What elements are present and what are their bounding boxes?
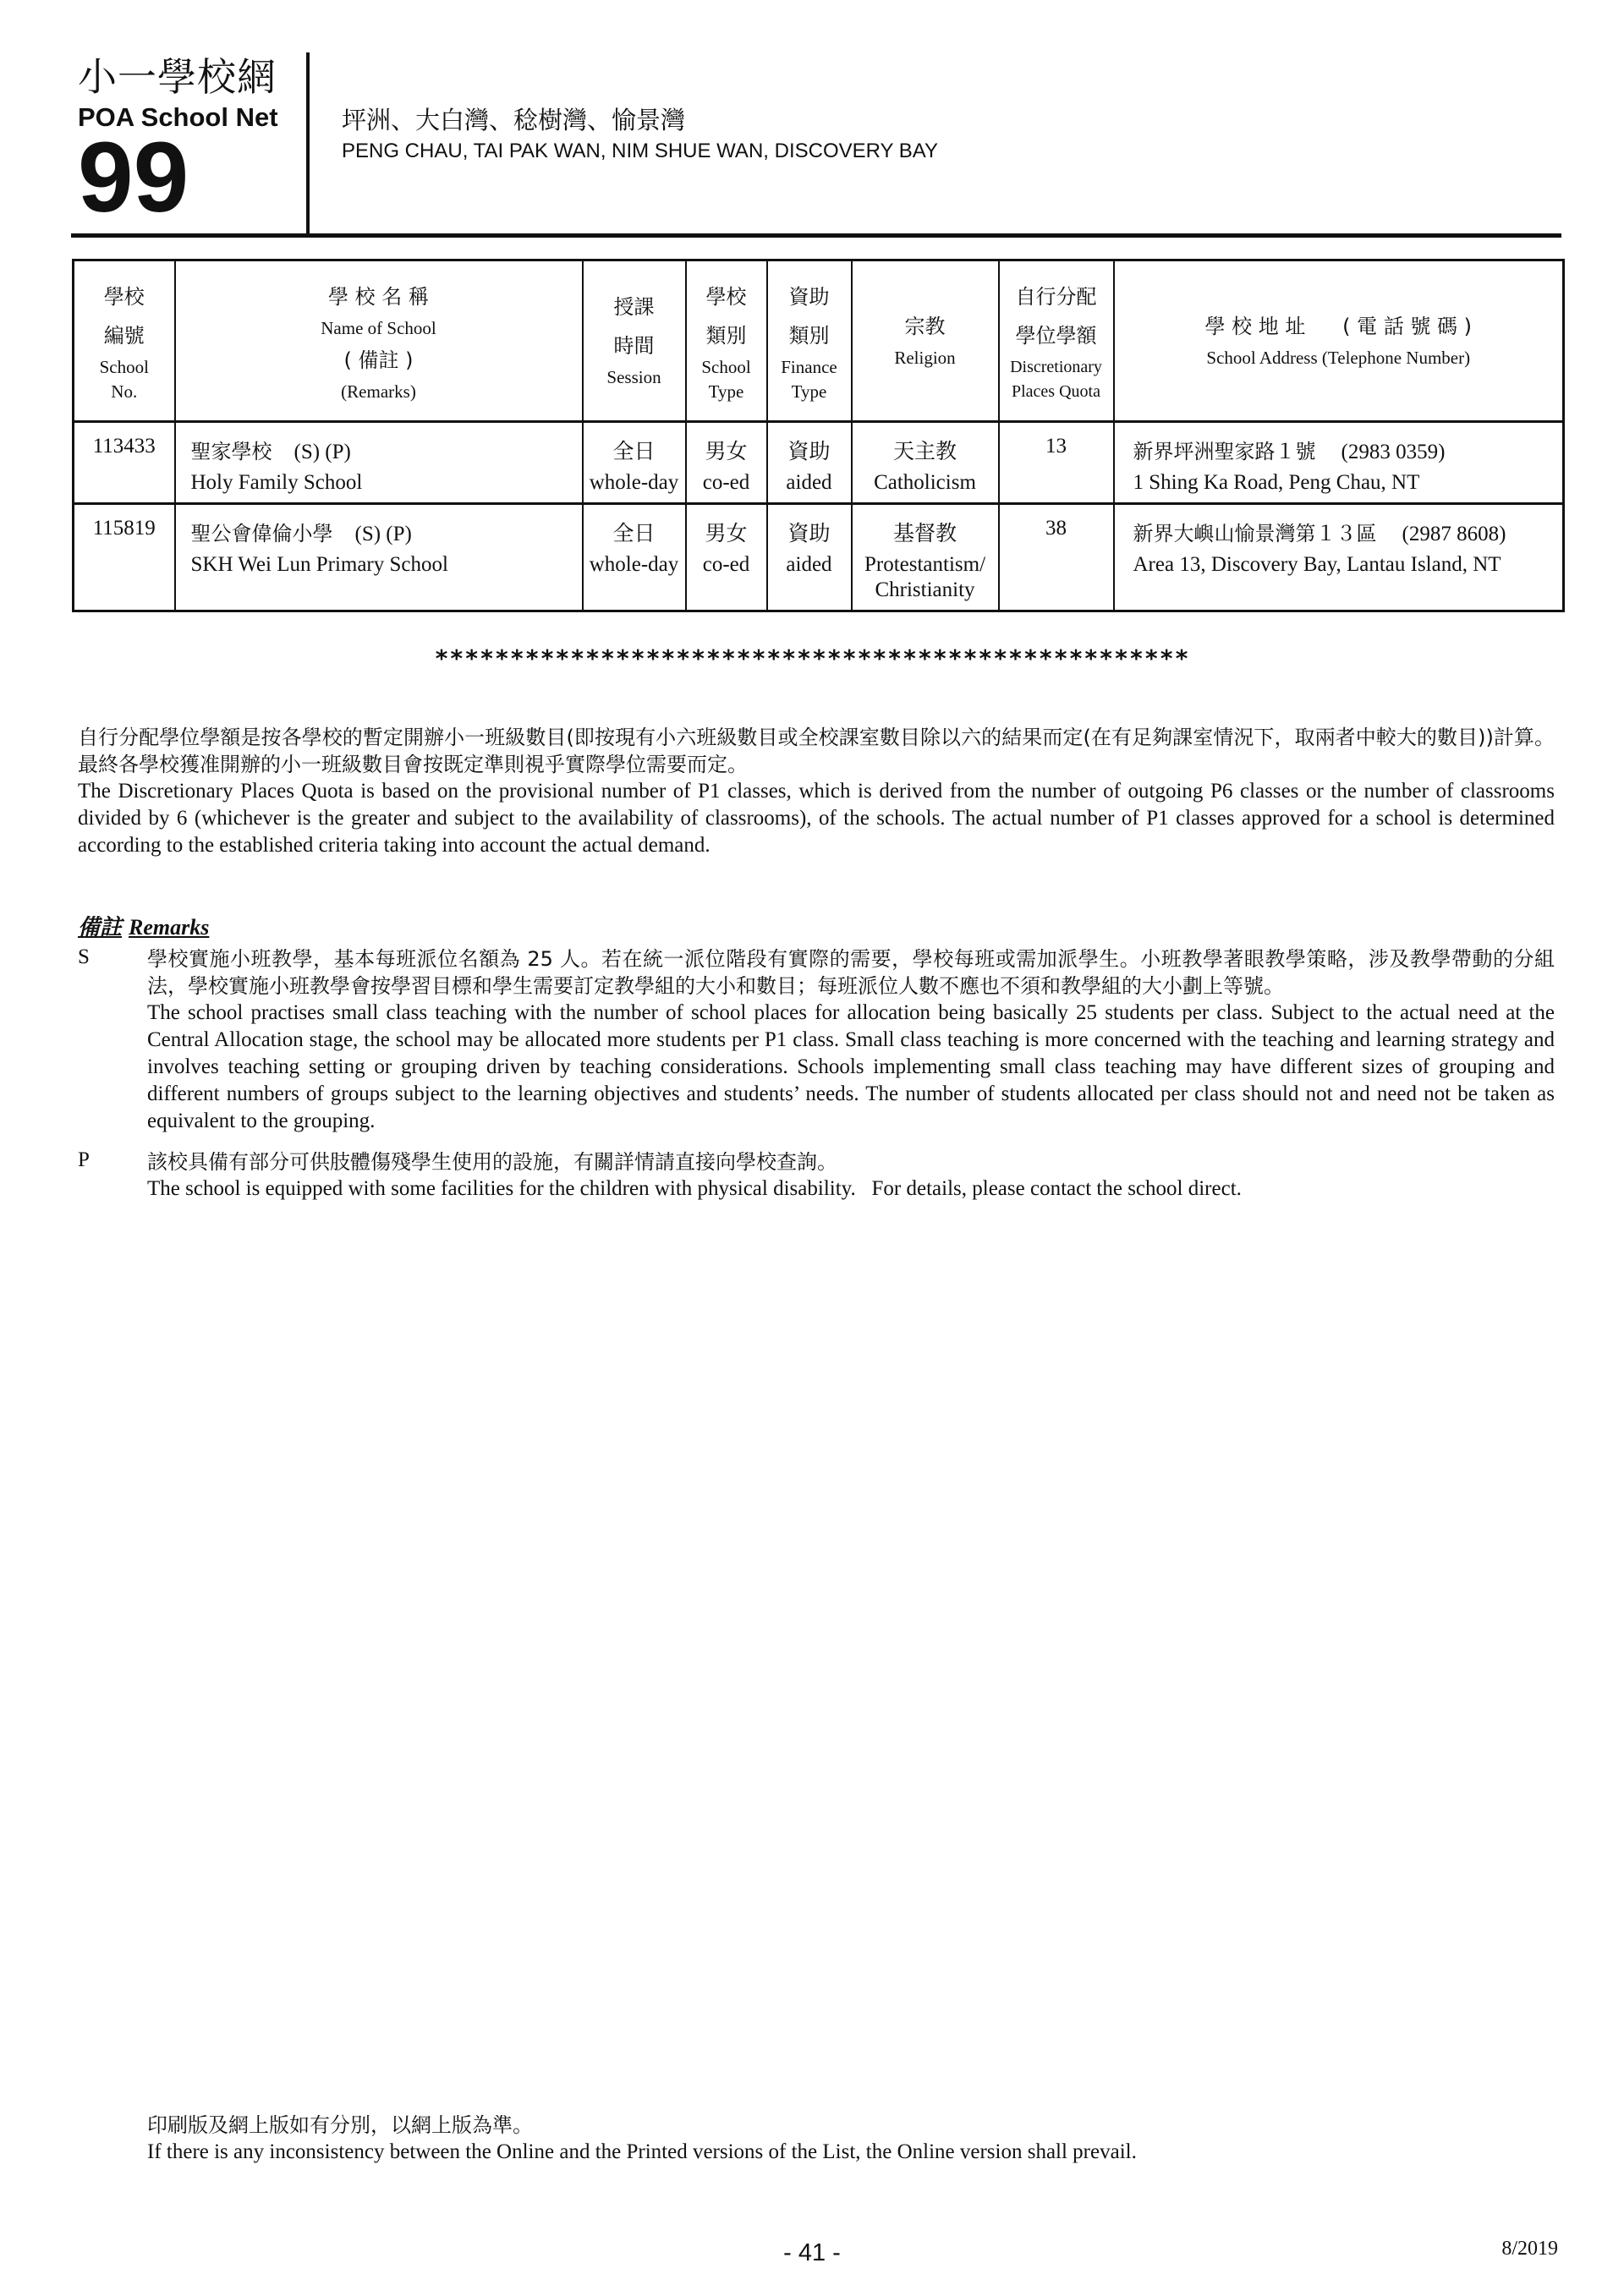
school-type-en: co-ed	[686, 547, 767, 611]
remarks-heading: 備註 Remarks	[78, 915, 210, 940]
quota-note-en: The Discretionary Places Quota is based on the provisional number of P1 classes, which is derived from the number of outgoing P6 classes or the number of classrooms divided by 6 (whichever is the greater and subject to the availability of classrooms), of the schools. The actual number of P1 classes approved for a school is determined according to the established criteria taking into account the actual demand.	[78, 780, 1555, 857]
religion-en: Protestantism/ Christianity	[852, 547, 999, 611]
finance-type-zh: 資助	[767, 422, 852, 466]
school-remarks-tag: (S) (P)	[294, 441, 351, 463]
school-net-title	[78, 52, 304, 233]
quota-note	[78, 724, 1555, 859]
table-row	[74, 547, 1564, 611]
table-header-row	[74, 260, 1564, 422]
issue-date: 8/2019	[1501, 2238, 1558, 2260]
page-number: - 41 -	[783, 2239, 841, 2266]
table-row	[74, 422, 1564, 466]
school-address-en: Area 13, Discovery Bay, Lantau Island, NT	[1114, 547, 1564, 611]
school-phone: (2983 0359)	[1341, 441, 1446, 463]
school-name-en: SKH Wei Lun Primary School	[175, 547, 583, 611]
header-discretionary-quota: 自行分配 學位學額 Discretionary Places Quota	[999, 260, 1114, 422]
religion-zh: 基督教	[852, 504, 999, 548]
religion-zh: 天主教	[852, 422, 999, 466]
school-name-zh: 聖家學校	[190, 440, 272, 463]
remark-body-p	[147, 1148, 1555, 1203]
district-name-zh: 坪洲、大白灣、稔樹灣、愉景灣	[342, 106, 686, 134]
remark-p-en: The school is equipped with some facilities for the children with physical disability. For details, please contact the school direct.	[147, 1177, 1242, 1200]
header-session: 授課 時間 Session	[583, 260, 686, 422]
remark-key-p: P	[78, 1148, 90, 1171]
session-en: whole-day	[583, 465, 686, 504]
school-phone: (2987 8608)	[1402, 523, 1506, 545]
school-no: 115819	[74, 504, 175, 548]
session-zh: 全日	[583, 504, 686, 548]
district-title	[342, 103, 938, 164]
school-net-number: 99	[78, 122, 189, 233]
school-type-zh: 男女	[686, 422, 767, 466]
school-address-en: 1 Shing Ka Road, Peng Chau, NT	[1114, 465, 1564, 504]
asterisk-separator: **************************************************	[434, 644, 1190, 672]
school-no: 113433	[74, 422, 175, 466]
quota-note-zh: 自行分配學位學額是按各學校的暫定開辦小一班級數目(即按現有小六班級數目或全校課室數目除以六的結果而定(在有足夠課室情況下，取兩者中較大的數目))計算。最終各學校獲准開辦的小一班級數目會按既定準則視乎實際學位需要而定。	[78, 726, 1555, 776]
remark-s-zh: 學校實施小班教學，基本每班派位名額為 25 人。若在統一派位階段有實際的需要，學校每班或需加派學生。小班教學著眼教學策略，涉及教學帶動的分組法，學校實施小班教學會按學習目標和學生需要訂定教學組的大小和數目；每班派位人數不應也不須和教學組的大小劃上等號。	[147, 947, 1555, 998]
session-zh: 全日	[583, 422, 686, 466]
finance-type-en: aided	[767, 547, 852, 611]
school-type-zh: 男女	[686, 504, 767, 548]
header-religion: 宗教 Religion	[852, 260, 999, 422]
remark-s-en: The school practises small class teaching with the number of school places for allocation being basically 25 students per class. Subject to the actual need at the Central Allocation stage, the school may be allocated more students per P1 class. Small class teaching is more concerned with the teaching and learning strategy and involves teaching setting or grouping driven by teaching considerations. Schools implementing small class teaching may have different sizes of grouping and different numbers of groups subject to the learning objectives and students’ needs. The number of students allocated per class should not and need not be taken as equivalent to the grouping.	[147, 1001, 1555, 1132]
school-remarks-tag: (S) (P)	[354, 523, 412, 545]
school-net-label-en: POA School Net	[78, 102, 278, 132]
school-name-zh: 聖公會偉倫小學	[190, 522, 333, 545]
header-school-no: 學校 編號 School No.	[74, 260, 175, 422]
discretionary-quota: 13	[999, 422, 1114, 466]
finance-type-en: aided	[767, 465, 852, 504]
school-list-table	[72, 259, 1565, 612]
header-school-name: 學 校 名 稱 Name of School ( 備註 ) (Remarks)	[175, 260, 583, 422]
header-divider-horizontal	[71, 233, 1561, 238]
school-net-label-zh: 小一學校網	[78, 54, 277, 100]
header-school-address: 學 校 地 址 ( 電 話 號 碼 ) School Address (Telephone Number)	[1114, 260, 1564, 422]
remark-p-zh: 該校具備有部分可供肢體傷殘學生使用的設施，有關詳情請直接向學校查詢。	[147, 1150, 837, 1174]
remark-body-s	[147, 945, 1555, 1135]
district-name-en: PENG CHAU, TAI PAK WAN, NIM SHUE WAN, DISCOVERY BAY	[342, 140, 939, 162]
table-row	[74, 465, 1564, 504]
school-type-en: co-ed	[686, 465, 767, 504]
school-address-zh: 新界大嶼山愉景灣第１３區	[1133, 522, 1377, 545]
religion-en: Catholicism	[852, 465, 999, 504]
version-disclaimer-zh: 印刷版及網上版如有分別，以網上版為準。	[147, 2113, 533, 2137]
finance-type-zh: 資助	[767, 504, 852, 548]
version-disclaimer	[147, 2112, 1137, 2165]
header-finance-type: 資助 類別 Finance Type	[767, 260, 852, 422]
header-divider-vertical	[306, 52, 310, 233]
table-row	[74, 504, 1564, 548]
session-en: whole-day	[583, 547, 686, 611]
school-address-zh: 新界坪洲聖家路１號	[1133, 440, 1316, 463]
remark-key-s: S	[78, 945, 90, 968]
header-school-type: 學校 類別 School Type	[686, 260, 767, 422]
version-disclaimer-en: If there is any inconsistency between the Online and the Printed versions of the List, the Online version shall prevail.	[147, 2140, 1137, 2163]
school-name-en: Holy Family School	[175, 465, 583, 504]
discretionary-quota: 38	[999, 504, 1114, 548]
